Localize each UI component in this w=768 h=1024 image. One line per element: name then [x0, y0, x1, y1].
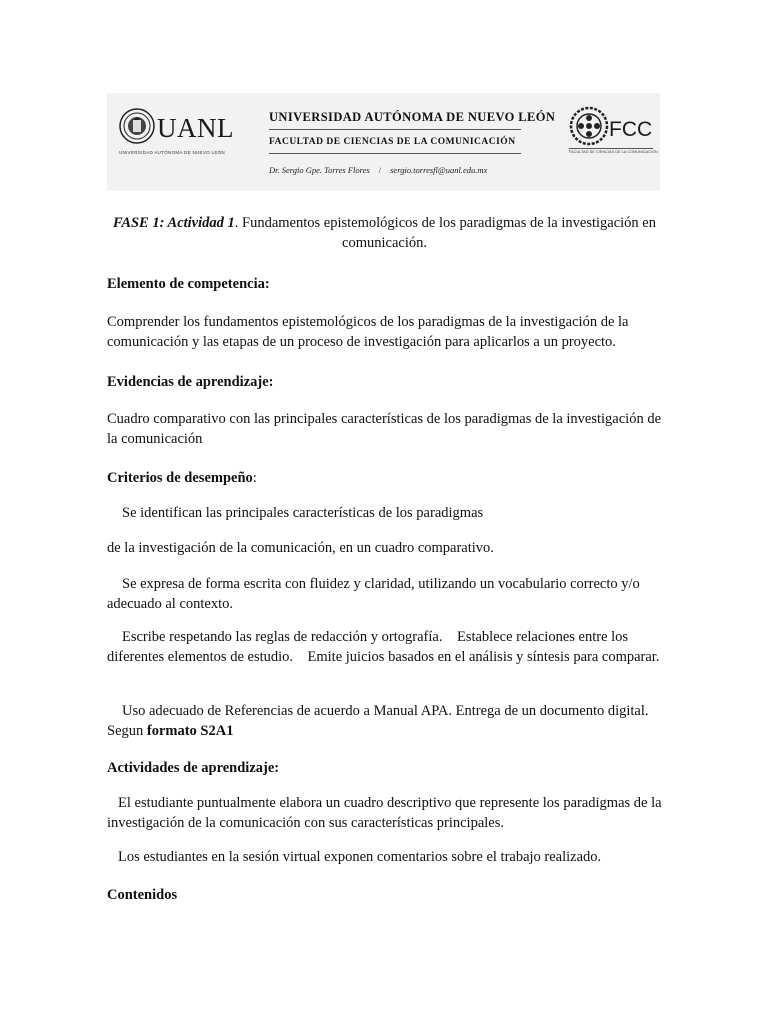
criteria-item-4-text: Uso adecuado de Referencias de acuerdo a Manual APA. Entrega de un documento digital. Segun — [107, 703, 649, 739]
competence-heading: Elemento de competencia: — [107, 276, 270, 292]
evidence-text: Cuadro comparativo con las principales características de los paradigmas de la investigación de la comunicación — [107, 411, 662, 447]
competence-text: Comprender los fundamentos epistemológicos de los paradigmas de la investigación de la comunicación y las etapas de un proceso de investigación para aplicarlos a un proyecto. — [107, 314, 629, 350]
criteria-item-4 — [107, 701, 662, 741]
author-email: sergio.torresfl@uanl.edu.mx — [390, 165, 488, 175]
university-name: UNIVERSIDAD AUTÓNOMA DE NUEVO LEÓN — [269, 110, 556, 124]
fcc-logo-text: FCC — [609, 118, 653, 141]
format-reference: formato S2A1 — [146, 723, 234, 739]
criteria-item-3: Escribe respetando las reglas de redacción y ortografía. Establece relaciones entre los diferentes elementos de estudio. Emite juicios basados en el análisis y síntesis para comparar. — [107, 629, 660, 665]
header-banner — [107, 93, 660, 191]
criteria-heading — [107, 468, 662, 488]
header-divider-bottom — [269, 153, 521, 154]
uanl-logo-text: UANL — [157, 113, 234, 143]
university-seal-icon — [119, 108, 155, 144]
author-contact — [269, 165, 487, 175]
criteria-item-2: Se expresa de forma escrita con fluidez y claridad, utilizando un vocabulario correcto y/o adecuado al contexto. — [107, 576, 640, 612]
contents-heading: Contenidos — [107, 887, 178, 903]
faculty-name: FACULTAD DE CIENCIAS DE LA COMUNICACIÓN — [269, 137, 516, 147]
uanl-logo-subtitle: UNIVERSIDAD AUTÓNOMA DE NUEVO LEÓN — [119, 150, 225, 155]
activities-heading: Actividades de aprendizaje: — [107, 760, 280, 776]
faculty-seal-icon — [569, 106, 609, 146]
fcc-logo-rule — [569, 148, 653, 149]
criteria-item-1b: de la investigación de la comunicación, en un cuadro comparativo. — [107, 540, 494, 556]
activity-phase: FASE 1: Actividad 1 — [112, 215, 235, 231]
header-divider-top — [269, 129, 521, 130]
contact-separator: / — [378, 165, 382, 175]
activity-title — [107, 213, 662, 253]
criteria-item-1a: Se identifican las principales características de los paradigmas — [122, 505, 484, 521]
activity-item-2: Los estudiantes en la sesión virtual exponen comentarios sobre el trabajo realizado. — [118, 849, 602, 865]
activity-item-1: El estudiante puntualmente elabora un cuadro descriptivo que represente los paradigmas de la investigación de la comunicación con sus características principales. — [107, 795, 662, 831]
criteria-heading-label: Criterios de desempeño — [107, 470, 253, 486]
fcc-logo-subtitle: FACULTAD DE CIENCIAS DE LA COMUNICACIÓN — [569, 150, 658, 154]
evidence-heading: Evidencias de aprendizaje: — [107, 374, 274, 390]
activity-title-text: . Fundamentos epistemológicos de los paradigmas de la investigación en comunicación. — [234, 215, 656, 251]
criteria-heading-colon: : — [252, 470, 257, 486]
author-name: Dr. Sergio Gpe. Torres Flores — [269, 165, 370, 175]
